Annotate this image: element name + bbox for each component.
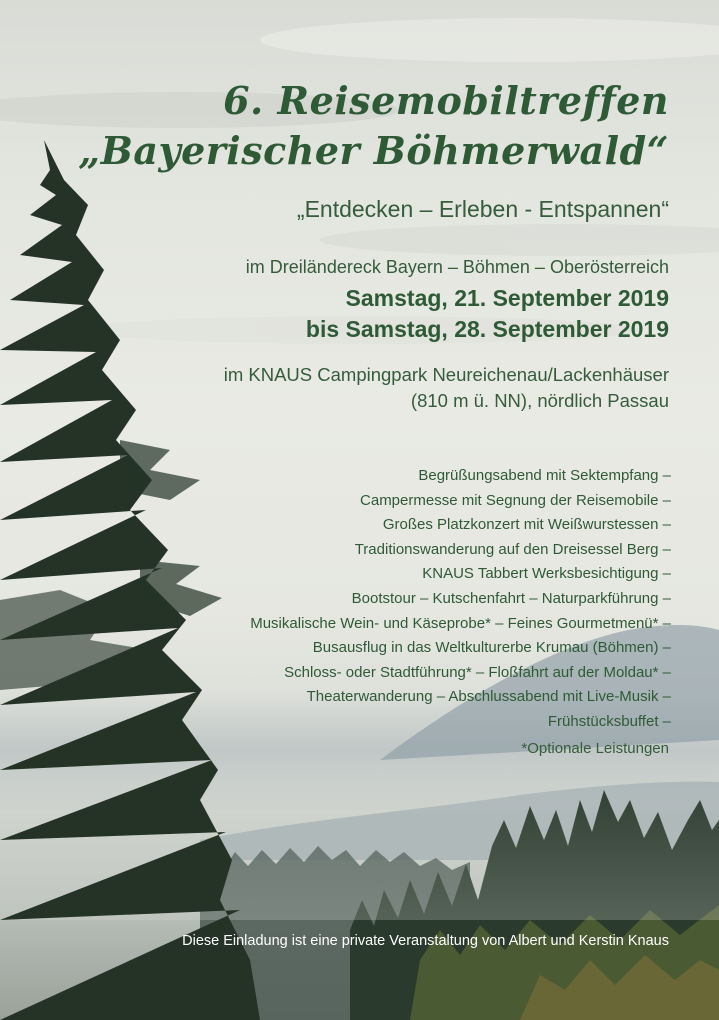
programme-item: Begrüßungsabend mit Sektempfang – — [418, 467, 671, 484]
programme-item: KNAUS Tabbert Werksbesichtigung – — [422, 565, 671, 583]
event-title: 6. Reisemobiltreffen — [223, 78, 669, 123]
event-title-region: „Bayerischer Böhmerwald“ — [78, 128, 669, 173]
programme-item: Musikalische Wein- und Käseprobe* – Feines Gourmetmenü* – — [250, 614, 671, 632]
programme-item: Theaterwanderung – Abschlussabend mit Live-Musik – — [306, 688, 671, 706]
venue-name: im KNAUS Campingpark Neureichenau/Lackenhäuser — [223, 364, 669, 385]
programme-item: Traditionswanderung auf den Dreisessel Berg – — [354, 540, 671, 558]
programme-item: Campermesse mit Segnung der Reisemobile – — [360, 491, 671, 509]
start-date: Samstag, 21. September 2019 — [345, 285, 669, 311]
optional-services-note: *Optionale Leistungen — [521, 740, 669, 757]
programme-item: Bootstour – Kutschenfahrt – Naturparkführung – — [351, 589, 671, 607]
programme-item: Busausflug in das Weltkulturerbe Krumau (Böhmen) – — [312, 639, 671, 657]
venue-location: (810 m ü. NN), nördlich Passau — [410, 390, 669, 411]
venue — [224, 362, 669, 414]
slogan: „Entdecken – Erleben - Entspannen“ — [296, 196, 669, 222]
programme-item: Großes Platzkonzert mit Weißwurstessen – — [382, 516, 671, 534]
host-footer: Diese Einladung ist eine private Veranstaltung von Albert und Kerstin Knaus — [182, 933, 669, 949]
programme-list — [250, 464, 671, 735]
programme-item: Frühstücksbuffet – — [547, 712, 671, 730]
region-line: im Dreiländereck Bayern – Böhmen – Oberösterreich — [245, 257, 669, 277]
programme-item: Schloss- oder Stadtführung* – Floßfahrt auf der Moldau* – — [284, 663, 671, 681]
end-date: bis Samstag, 28. September 2019 — [305, 316, 669, 342]
